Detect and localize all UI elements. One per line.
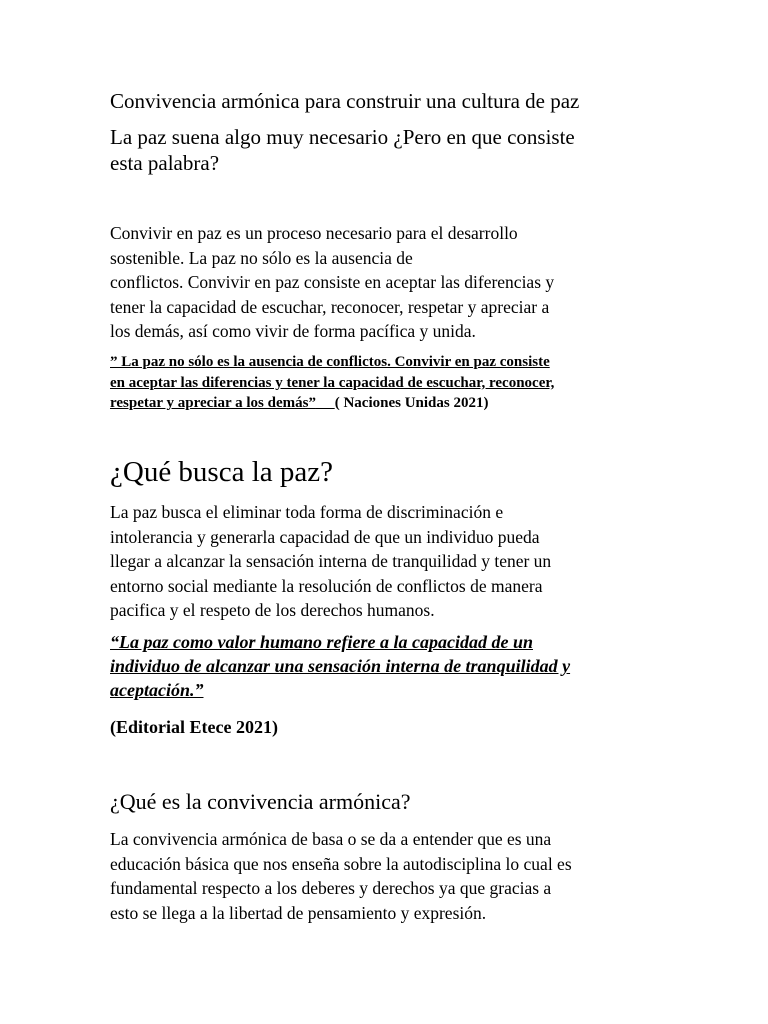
citation-editorial-etece: (Editorial Etece 2021)	[110, 717, 278, 737]
intro-line: La paz suena algo muy necesario ¿Pero en que consiste	[110, 125, 575, 149]
heading-convivencia-armonica: ¿Qué es la convivencia armónica?	[110, 789, 411, 814]
paragraph-line: conflictos. Convivir en paz consiste en aceptar las diferencias y	[110, 272, 555, 292]
paragraph-paz-busca	[110, 500, 551, 623]
paragraph-line: los demás, así como vivir de forma pacífica y unida.	[110, 321, 476, 341]
intro-line: esta palabra?	[110, 151, 220, 175]
quote-line: ” La paz no sólo es la ausencia de conflictos. Convivir en paz consiste	[110, 354, 550, 370]
paragraph-line: fundamental respecto a los deberes y derechos ya que gracias a	[110, 878, 552, 898]
quote-naciones-unidas	[110, 352, 554, 414]
paragraph-line: pacifica y el respeto de los derechos humanos.	[110, 600, 435, 620]
paragraph-line: educación básica que nos enseña sobre la autodisciplina lo cual es	[110, 853, 572, 874]
paragraph-line: La convivencia armónica de basa o se da a entender que es una	[110, 829, 552, 849]
paragraph-line: La paz busca el eliminar toda forma de discriminación e	[110, 502, 504, 522]
quote-citation: ( Naciones Unidas 2021)	[334, 395, 489, 411]
paragraph-line: esto se llega a la libertad de pensamiento y expresión.	[110, 902, 487, 923]
paragraph-line: intolerancia y generarla capacidad de que un individuo pueda	[110, 526, 540, 547]
paragraph-line: llegar a alcanzar la sensación interna de tranquilidad y tener un	[110, 551, 552, 571]
paragraph-line: tener la capacidad de escuchar, reconocer, respetar y apreciar a	[110, 296, 550, 317]
paragraph-line: entorno social mediante la resolución de conflictos de manera	[110, 575, 543, 596]
quote-line: aceptación.”	[110, 680, 204, 700]
paragraph-convivir	[110, 221, 554, 344]
document-title: Convivencia armónica para construir una cultura de paz	[110, 89, 580, 113]
quote-line: “La paz como valor humano refiere a la capacidad de un	[110, 632, 533, 652]
intro-text	[110, 124, 670, 176]
quote-line: individuo de alcanzar una sensación interna de tranquilidad y	[110, 656, 571, 676]
quote-line: respetar y apreciar a los demás”	[110, 395, 316, 411]
quote-editorial-etece	[110, 630, 570, 702]
heading-que-busca-la-paz: ¿Qué busca la paz?	[110, 456, 334, 488]
paragraph-convivencia-armonica	[110, 827, 572, 925]
quote-line: en aceptar las diferencias y tener la capacidad de escuchar, reconocer,	[110, 374, 555, 391]
paragraph-line: sostenible. La paz no sólo es la ausencia de	[110, 247, 413, 268]
paragraph-line: Convivir en paz es un proceso necesario para el desarrollo	[110, 223, 518, 243]
